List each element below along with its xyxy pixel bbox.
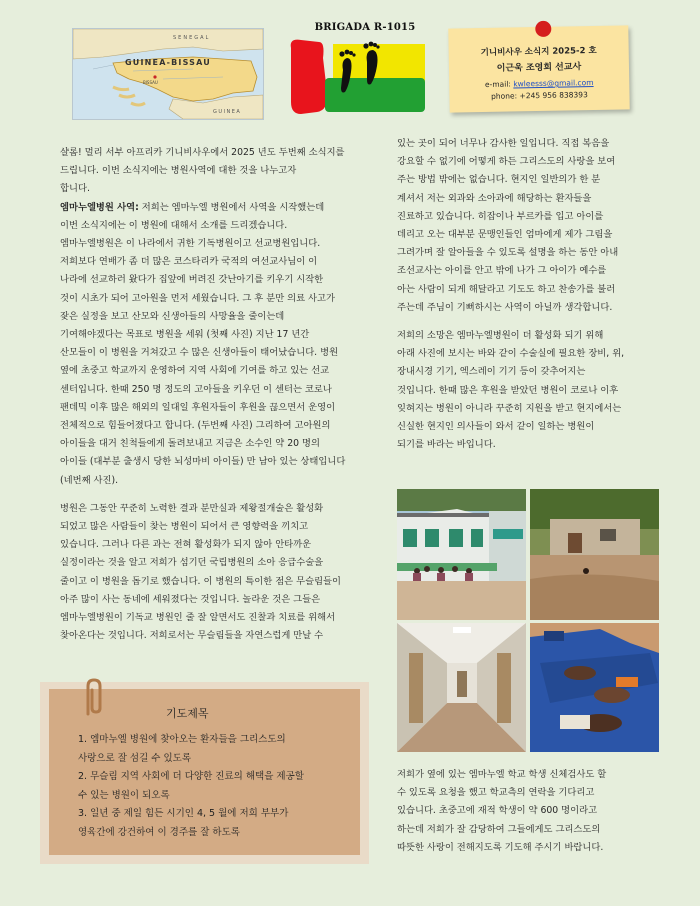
text-line: 아주 많이 사는 동네에 세워졌다는 것입니다. 놀라운 것은 그들은	[60, 593, 321, 605]
right-column-bottom	[397, 766, 677, 857]
brigada-logo	[287, 18, 429, 128]
text-line: 엠마누엘병원은 이 나라에서 귀한 기독병원이고 선교병원입니다.	[60, 238, 321, 250]
text-line: 계셔서 저는 외과와 소아과에 해당하는 환자들을	[397, 192, 592, 204]
pushpin-icon	[535, 21, 551, 37]
newsletter-info-note	[448, 25, 629, 112]
text-line: 팬데믹 이후 많은 해외의 일대일 후원자들이 후원을 끊으면서 운영이	[60, 401, 336, 413]
authors: 이근욱 조영희 선교사	[496, 62, 582, 74]
left-column	[60, 144, 380, 645]
text-line: 있습니다. 초중고에 재적 학생이 약 600 명이라고	[397, 805, 598, 817]
phone-line: phone: +245 956 838393	[491, 90, 588, 101]
text-line: 병원은 그동안 꾸준히 노력한 결과 분만실과 제왕절개술은 활성화	[60, 502, 324, 514]
map-label-north: SENEGAL	[173, 35, 211, 41]
text-line: 엠마누엘병원이 기독교 병원인 줄 잘 알면서도 진찰과 치료를 위해서	[60, 612, 336, 624]
map-label-city: BISSAU	[143, 80, 158, 85]
text-line: 나라에 선교하러 왔다가 집앞에 버려진 갓난아기를 키우기 시작한	[60, 274, 324, 286]
text-line: 되기를 바라는 바입니다.	[397, 439, 496, 451]
text-line: 아는 사람이 되게 해달라고 기도도 하고 찬송가를 불러	[397, 283, 616, 295]
text-line: 있는 곳이 되어 너무나 감사한 일입니다. 직접 복음을	[397, 138, 610, 149]
text-line: 주는 방법 밖에는 없습니다. 현지인 일반의가 한 분	[397, 174, 601, 186]
text-line: 이번 소식지에는 이 병원에 대해서 소개를 드리겠습니다.	[60, 219, 288, 231]
text-line: 합니다.	[60, 183, 90, 195]
text-line: 것이 시초가 되어 고아원을 먼저 세웠습니다. 그 후 분만 의료 사고가	[60, 292, 335, 304]
text-line: 그려가며 잘 알아들을 수 있도록 설명을 하는 동안 아내	[397, 247, 619, 259]
text-line: 주는데 주님이 기뻐하시는 사역이 아닐까 생각합니다.	[397, 301, 613, 313]
map-label-south: GUINEA	[213, 109, 242, 115]
text-line: 엠마누엘병원 사역: 저희는 엠마누엘 병원에서 사역을 시작했는데	[60, 201, 325, 213]
logo-title: BRIGADA R-1015	[314, 22, 416, 33]
text-line: 저희보다 연배가 좀 더 많은 코스타리카 국적의 여선교사님이 이	[60, 256, 318, 268]
text-line: 전체적으로 힘들어졌다고 합니다. (두번째 사진) 그리하여 고아원의	[60, 420, 331, 432]
text-line: 옆에 초중고 학교까지 운영하여 지역 사회에 기여를 하고 있는 선교	[60, 365, 330, 377]
text-line: 되었고 많은 사람들이 찾는 병원이 되어서 큰 영향력을 끼치고	[60, 521, 309, 533]
prayer-item: 3. 일년 중 제일 힘든 시기인 4, 5 월에 저희 부부가	[78, 808, 289, 819]
text-line: 조선교사는 아이를 안고 밖에 나가 그 아이가 예수를	[397, 265, 607, 277]
text-line: 장내시경 기기, 엑스레이 기기 등이 갖추어지는	[397, 366, 586, 378]
prayer-item: 영육간에 강건하여 이 경주를 잘 하도록	[78, 826, 240, 838]
text-line: 데리고 오는 대부분 문맹인들인 엄마에게 제가 그림을	[397, 229, 613, 241]
photo-children-on-mats	[530, 623, 659, 752]
prayer-item: 1. 엠마누엘 병원에 찾아오는 환자들을 그리스도의	[78, 734, 286, 745]
text-line: 드립니다. 이번 소식지에는 병원사역에 대한 것을 나누고자	[60, 165, 297, 177]
prayer-list	[78, 731, 304, 842]
photo-orphanage-yard	[530, 489, 659, 620]
text-line: (네번째 사진).	[60, 474, 119, 486]
photo-hospital-building	[397, 489, 526, 620]
text-line: 찾아온다는 것입니다. 저희로서는 무슬림들을 자연스럽게 만날 수	[60, 630, 324, 642]
guinea-bissau-map	[72, 28, 264, 120]
text-line: 센터입니다. 한때 250 명 정도의 고아들을 키우던 이 센터는 코로나	[60, 383, 332, 395]
text-line: 실정이라는 것을 알고 저희가 섬기던 국립병원의 소아 응급수술을	[60, 557, 324, 569]
text-line: 아래 사진에 보시는 바와 같이 수술실에 필요한 장비, 위,	[397, 348, 625, 360]
email-link[interactable]: kwleesss@gmail.com	[513, 78, 594, 89]
prayer-item: 사랑으로 잘 섬길 수 있도록	[78, 752, 192, 764]
text-line: 기여해야겠다는 목표로 병원을 세워 (첫째 사진) 지난 17 년간	[60, 329, 310, 341]
text-line: 저희의 소망은 엠마누엘병원이 더 활성화 되기 위해	[397, 330, 604, 342]
text-line: 하는데 저희가 잘 감당하여 그들에게도 그리스도의	[397, 823, 601, 835]
text-line: 산모들이 이 병원을 거쳐갔고 수 많은 신생아들이 태어났습니다. 병원	[60, 347, 339, 359]
email-line	[449, 77, 629, 89]
paperclip-icon	[78, 678, 110, 718]
text-line: 것입니다. 한때 많은 후원을 받았던 병원이 코로나 이후	[397, 384, 619, 396]
text-line: 진료하고 있습니다. 히잡이나 부르카를 입고 아이를	[397, 210, 604, 222]
text-line: 강요할 수 없기에 어떻게 하든 그리스도의 사랑을 보여	[397, 156, 616, 168]
photo-hospital-hallway	[397, 623, 526, 752]
prayer-item: 수 있는 병원이 되오록	[78, 789, 170, 801]
text-line: 따뜻한 사랑이 전해지도록 기도해 주시기 바랍니다.	[397, 841, 604, 853]
newsletter-title: 기니비사우 소식지 2025-2 호	[480, 45, 597, 59]
text-line: 줄이고 이 병원을 돕기로 했습니다. 이 병원의 특이한 점은 무슬림들이	[60, 575, 342, 587]
right-column	[397, 135, 677, 454]
text-line: 있습니다. 그러나 다른 과는 전혀 활성화가 되지 않아 안타까운	[60, 539, 312, 551]
prayer-item: 2. 무슬림 지역 사회에 더 다양한 진료의 해택을 제공할	[78, 771, 304, 782]
text-line: 잊혀지는 병원이 아니라 꾸준히 지원을 받고 현지에서는	[397, 402, 622, 414]
text-line: 아이들 (대부분 출생시 당한 뇌성마비 아이들) 만 남아 있는 상태입니다	[60, 456, 346, 468]
text-line: 아이들을 대거 친척들에게 돌려보내고 지금은 소수인 약 20 명의	[60, 438, 320, 450]
text-line: 신실한 현지인 의사들이 와서 같이 일하는 병원이	[397, 421, 595, 433]
email-label: e-mail:	[484, 79, 514, 89]
text-line: 저희가 옆에 있는 엠마누엘 학교 학생 신체검사도 할	[397, 769, 607, 780]
prayer-title: 기도제목	[166, 707, 209, 720]
section-heading: 엠마누엘병원 사역:	[60, 201, 139, 213]
map-label-country: GUINEA-BISSAU	[125, 58, 211, 67]
text-line: 샬롬! 멀리 서부 아프리카 기니비사우에서 2025 년도 두번째 소식지를	[60, 147, 345, 158]
text-line: 잦은 실정을 보고 산모와 신생아들의 사망율을 줄이는데	[60, 310, 285, 322]
text-line: 수 있도록 요청을 했고 학교측의 연락을 기다리고	[397, 787, 595, 799]
